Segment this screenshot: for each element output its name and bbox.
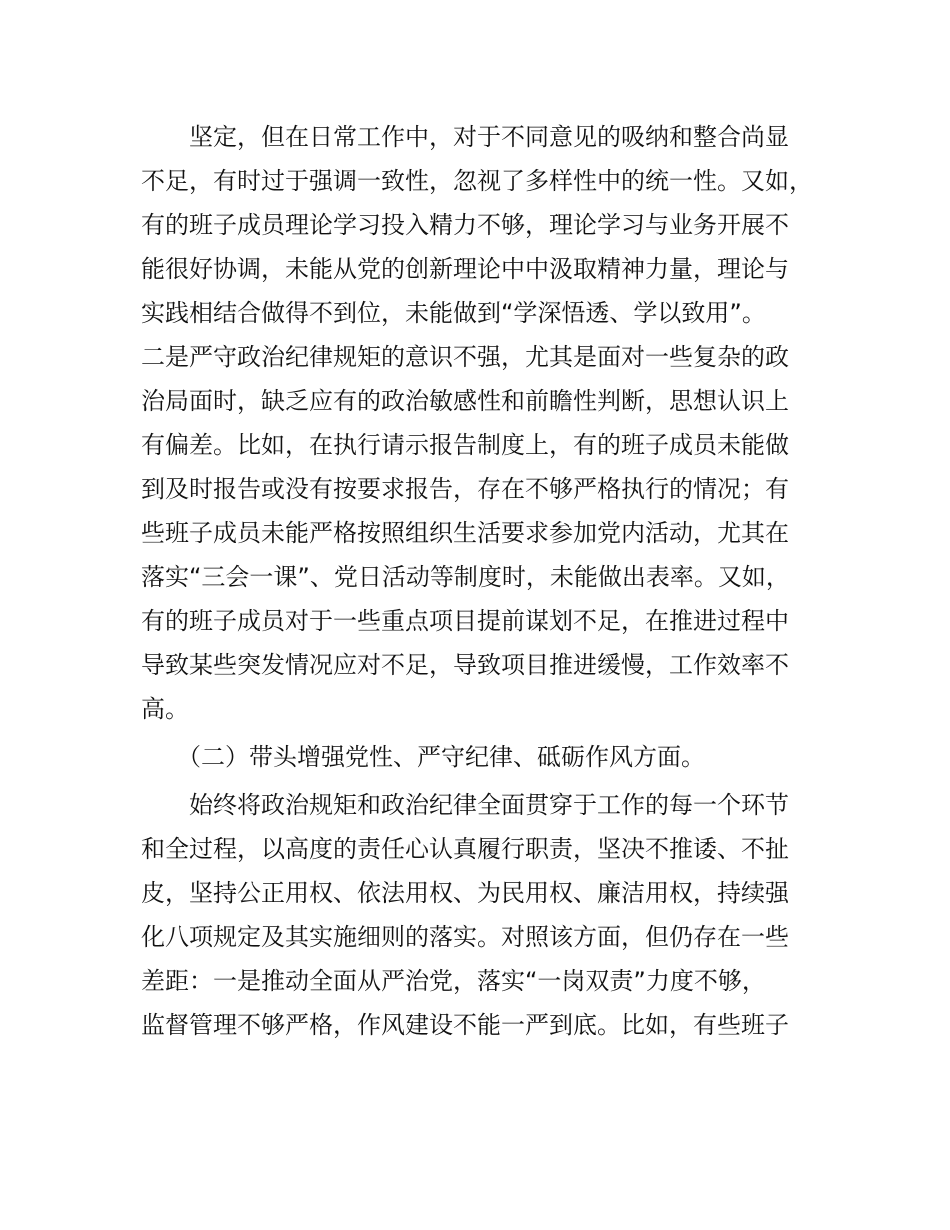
- text-line-14: 高。: [141, 695, 189, 723]
- text-line-3: 有的班子成员理论学习投入精力不够，理论学习与业务开展不: [141, 211, 789, 239]
- text-line-9: 到及时报告或没有按要求报告，存在不够严格执行的情况；有: [141, 475, 789, 503]
- text-line-7: 治局面时，缺乏应有的政治敏感性和前瞻性判断，思想认识上: [141, 387, 789, 415]
- text-line-6: 二是严守政治纪律规矩的意识不强，尤其是面对一些复杂的政: [141, 343, 789, 371]
- text-line-11: 落实“三会一课”、党日活动等制度时，未能做出表率。又如，: [141, 563, 790, 591]
- text-line-16: 始终将政治规矩和政治纪律全面贯穿于工作的每一个环节: [141, 791, 789, 819]
- text-line-20: 差距：一是推动全面从严治党，落实“一岗双责”力度不够，: [141, 967, 766, 995]
- section-heading: （二）带头增强党性、严守纪律、砥砺作风方面。: [141, 743, 705, 771]
- text-line-8: 有偏差。比如，在执行请示报告制度上，有的班子成员未能做: [141, 431, 789, 459]
- text-line-21: 监督管理不够严格，作风建设不能一严到底。比如，有些班子: [141, 1011, 789, 1039]
- text-line-19: 化八项规定及其实施细则的落实。对照该方面，但仍存在一些: [141, 923, 789, 951]
- text-line-4: 能很好协调，未能从党的创新理论中中汲取精神力量，理论与: [141, 255, 789, 283]
- text-line-17: 和全过程，以高度的责任心认真履行职责，坚决不推诿、不扯: [141, 835, 789, 863]
- text-line-2: 不足，有时过于强调一致性，忽视了多样性中的统一性。又如，: [141, 167, 813, 195]
- text-line-10: 些班子成员未能严格按照组织生活要求参加党内活动，尤其在: [141, 519, 789, 547]
- text-line-12: 有的班子成员对于一些重点项目提前谋划不足，在推进过程中: [141, 607, 789, 635]
- text-line-13: 导致某些突发情况应对不足，导致项目推进缓慢，工作效率不: [141, 651, 789, 679]
- text-line-5: 实践相结合做得不到位，未能做到“学深悟透、学以致用”。: [141, 299, 766, 327]
- text-line-18: 皮，坚持公正用权、依法用权、为民用权、廉洁用权，持续强: [141, 879, 789, 907]
- text-line-1: 坚定，但在日常工作中，对于不同意见的吸纳和整合尚显: [141, 123, 789, 151]
